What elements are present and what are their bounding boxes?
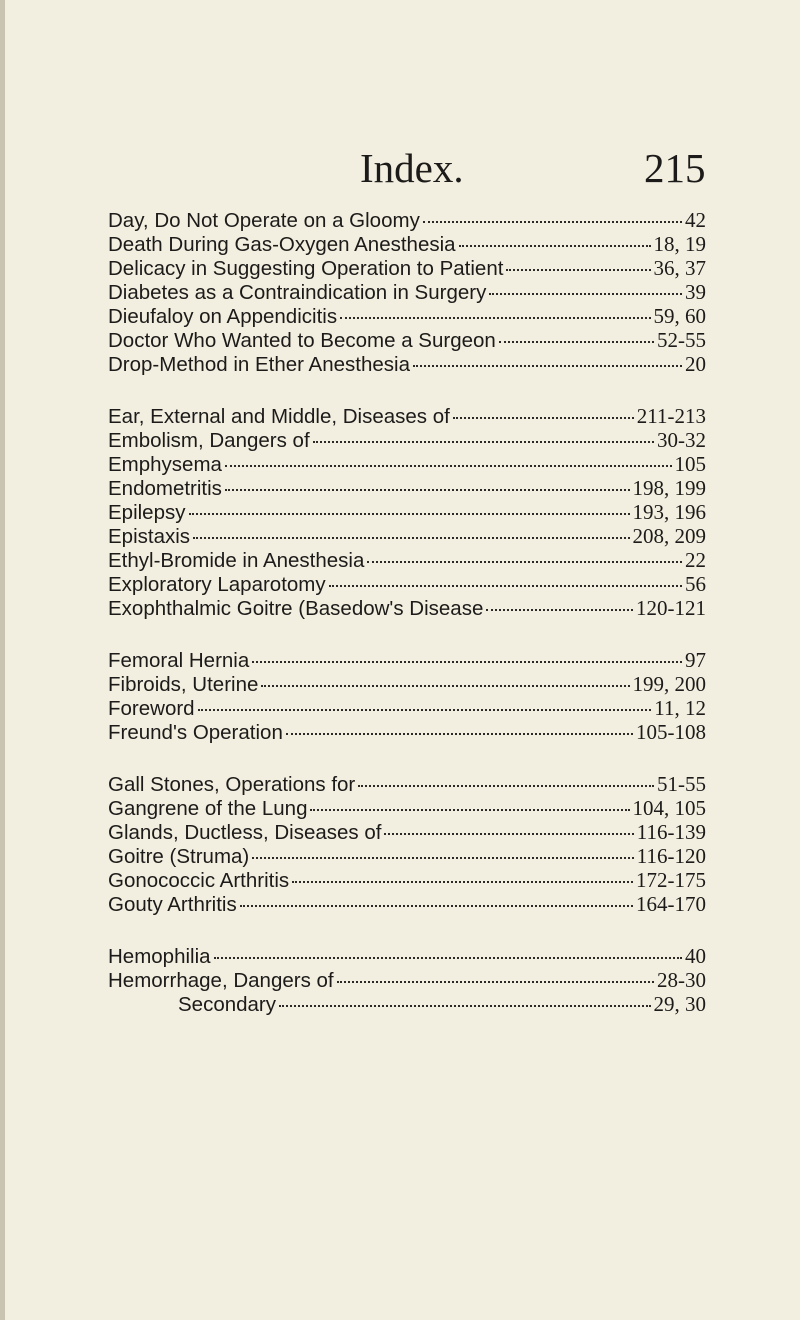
index-group [108, 944, 706, 1016]
dot-leader [453, 417, 634, 419]
index-pages: 30-32 [657, 428, 706, 452]
index-entry [108, 524, 706, 548]
index-pages: 59, 60 [653, 304, 706, 328]
index-pages: 193, 196 [632, 500, 706, 524]
dot-leader [413, 365, 682, 367]
index-term: Ethyl-Bromide in Anesthesia [108, 549, 365, 572]
index-term: Hemorrhage, Dangers of [108, 969, 334, 992]
index-term: Diabetes as a Contraindication in Surgery [108, 281, 487, 304]
index-pages: 29, 30 [653, 992, 706, 1016]
index-entry [108, 232, 706, 256]
index-pages: 52-55 [657, 328, 706, 352]
dot-leader [486, 609, 633, 611]
dot-leader [286, 733, 633, 735]
index-entry [108, 280, 706, 304]
index-entry [108, 208, 706, 232]
index-group [108, 772, 706, 916]
index-term: Exploratory Laparotomy [108, 573, 326, 596]
index-term: Hemophilia [108, 945, 211, 968]
index-term: Exophthalmic Goitre (Basedow's Disease [108, 597, 484, 620]
index-entry [108, 596, 706, 620]
dot-leader [240, 905, 633, 907]
index-pages: 28-30 [657, 968, 706, 992]
index-term: Gonococcic Arthritis [108, 869, 290, 892]
index-pages: 116-139 [636, 820, 706, 844]
dot-leader [489, 293, 682, 295]
index-term: Femoral Hernia [108, 649, 250, 672]
index-term: Day, Do Not Operate on a Gloomy [108, 209, 420, 232]
index-term: Doctor Who Wanted to Become a Surgeon [108, 329, 496, 352]
dot-leader [340, 317, 650, 319]
dot-leader [292, 881, 633, 883]
index-term: Delicacy in Suggesting Operation to Patient [108, 257, 504, 280]
index-entry [108, 868, 706, 892]
dot-leader [261, 685, 629, 687]
index-pages: 97 [685, 648, 706, 672]
index-entry [108, 696, 706, 720]
dot-leader [252, 857, 634, 859]
index-pages: 116-120 [636, 844, 706, 868]
dot-leader [337, 981, 654, 983]
index-term: Foreword [108, 697, 195, 720]
index-pages: 51-55 [657, 772, 706, 796]
index-entry [108, 844, 706, 868]
index-entry [108, 548, 706, 572]
dot-leader [225, 489, 630, 491]
index-pages: 211-213 [636, 404, 706, 428]
index-term: Freund's Operation [108, 721, 283, 744]
index-term: Glands, Ductless, Diseases of [108, 821, 382, 844]
index-term: Ear, External and Middle, Diseases of [108, 405, 450, 428]
running-head [0, 142, 800, 194]
index-entry [108, 328, 706, 352]
index-term: Fibroids, Uterine [108, 673, 259, 696]
index-term: Drop-Method in Ether Anesthesia [108, 353, 410, 376]
index-entry [108, 820, 706, 844]
index-pages: 105 [674, 452, 706, 476]
index-pages: 36, 37 [653, 256, 706, 280]
index-group [108, 648, 706, 744]
index-pages: 104, 105 [632, 796, 706, 820]
index-entry [108, 352, 706, 376]
index-pages: 42 [685, 208, 706, 232]
dot-leader [459, 245, 651, 247]
index-entry [108, 452, 706, 476]
dot-leader [329, 585, 682, 587]
index-term: Death During Gas-Oxygen Anesthesia [108, 233, 456, 256]
index-entry [108, 772, 706, 796]
index-list [108, 208, 706, 1044]
index-term: Epilepsy [108, 501, 186, 524]
index-entry [108, 944, 706, 968]
index-entry [108, 476, 706, 500]
dot-leader [358, 785, 654, 787]
index-pages: 208, 209 [632, 524, 706, 548]
dot-leader [279, 1005, 650, 1007]
index-pages: 56 [685, 572, 706, 596]
index-pages: 199, 200 [632, 672, 706, 696]
index-pages: 39 [685, 280, 706, 304]
index-entry [108, 572, 706, 596]
page-edge [0, 0, 5, 1320]
index-entry [108, 796, 706, 820]
index-pages: 18, 19 [653, 232, 706, 256]
index-pages: 164-170 [636, 892, 706, 916]
index-entry [108, 404, 706, 428]
index-entry [108, 892, 706, 916]
index-term: Gangrene of the Lung [108, 797, 308, 820]
dot-leader [499, 341, 654, 343]
dot-leader [310, 809, 629, 811]
index-entry [108, 304, 706, 328]
index-pages: 105-108 [636, 720, 706, 744]
index-group [108, 404, 706, 620]
index-entry [108, 428, 706, 452]
index-term: Dieufaloy on Appendicitis [108, 305, 338, 328]
dot-leader [423, 221, 682, 223]
index-pages: 22 [685, 548, 706, 572]
index-pages: 198, 199 [632, 476, 706, 500]
index-entry [108, 992, 706, 1016]
page-title: Index. [360, 145, 464, 191]
dot-leader [506, 269, 650, 271]
dot-leader [189, 513, 630, 515]
index-entry [108, 648, 706, 672]
dot-leader [198, 709, 652, 711]
dot-leader [313, 441, 654, 443]
index-pages: 40 [685, 944, 706, 968]
index-term: Secondary [178, 993, 277, 1016]
index-term: Gall Stones, Operations for [108, 773, 356, 796]
index-pages: 11, 12 [654, 696, 706, 720]
page-number: 215 [644, 145, 706, 191]
dot-leader [225, 465, 672, 467]
index-term: Goitre (Struma) [108, 845, 250, 868]
index-term: Emphysema [108, 453, 222, 476]
dot-leader [252, 661, 682, 663]
dot-leader [367, 561, 682, 563]
index-entry [108, 720, 706, 744]
index-pages: 20 [685, 352, 706, 376]
dot-leader [214, 957, 682, 959]
index-entry [108, 968, 706, 992]
dot-leader [384, 833, 633, 835]
dot-leader [193, 537, 629, 539]
index-term: Embolism, Dangers of [108, 429, 310, 452]
index-term: Gouty Arthritis [108, 893, 237, 916]
index-entry [108, 256, 706, 280]
index-pages: 120-121 [636, 596, 706, 620]
index-entry [108, 672, 706, 696]
index-term: Endometritis [108, 477, 222, 500]
index-group [108, 208, 706, 376]
index-term: Epistaxis [108, 525, 191, 548]
index-pages: 172-175 [636, 868, 706, 892]
index-entry [108, 500, 706, 524]
